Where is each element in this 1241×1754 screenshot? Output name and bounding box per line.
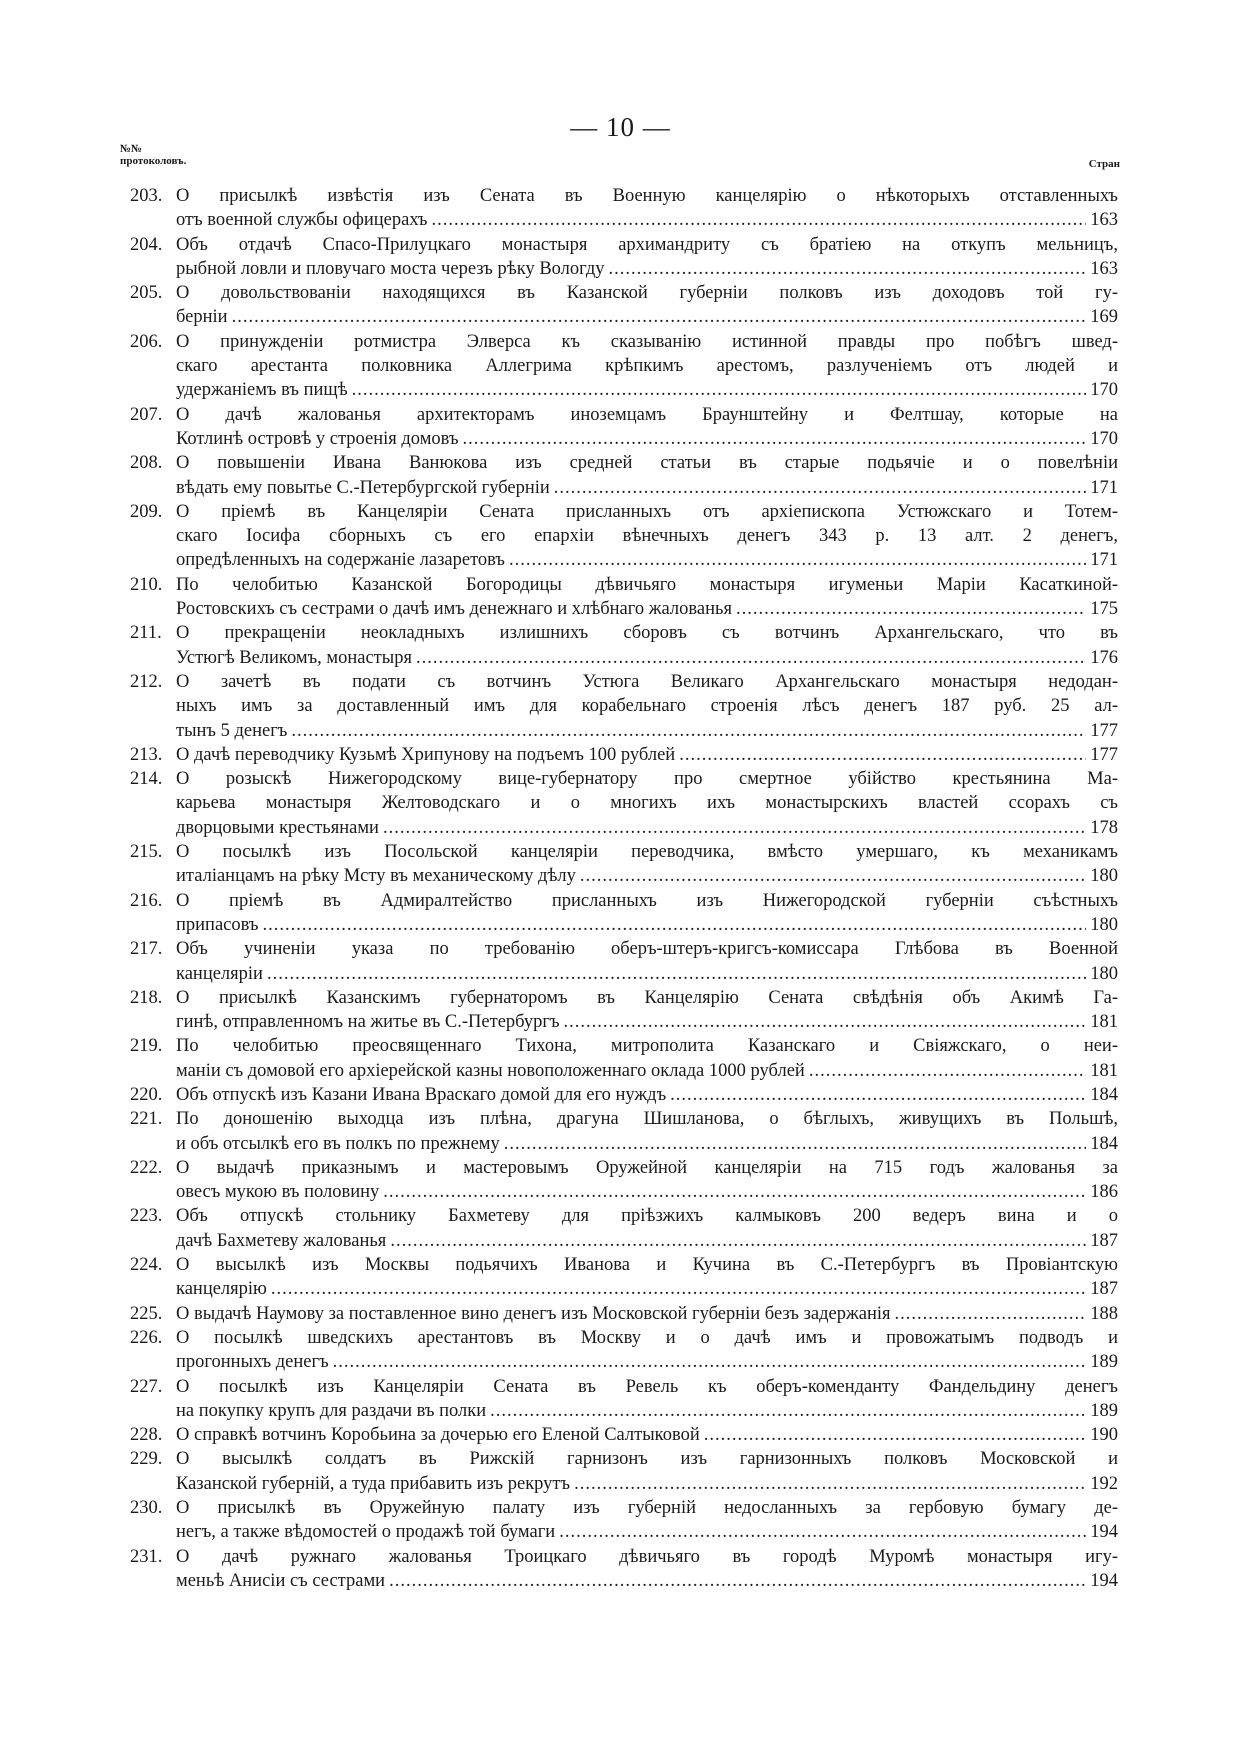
page-reference: 178 xyxy=(1090,817,1118,838)
dot-leader xyxy=(504,1132,1087,1156)
dot-leader xyxy=(809,1059,1086,1083)
dot-leader xyxy=(352,378,1087,402)
page-reference: 181 xyxy=(1090,1060,1118,1081)
protocol-number: 228. xyxy=(130,1425,163,1446)
toc-entry xyxy=(130,1447,1118,1496)
page-reference: 181 xyxy=(1090,1012,1118,1033)
dot-leader xyxy=(416,646,1086,670)
toc-entry xyxy=(130,767,1118,840)
entry-text-line: скаго арестанта полковника Аллегрима крѣпкимъ арестомъ, разлученіемъ отъ людей и xyxy=(176,356,1118,377)
toc-entry xyxy=(130,621,1118,670)
entry-text-line: О выдачѣ Наумову за поставленное вино денегъ изъ Московской губерніи безъ задержанія xyxy=(176,1303,891,1324)
entry-text-line: тынъ 5 денегъ xyxy=(176,720,288,741)
entry-text-line: карьева монастыря Желтоводскаго и о многихъ ихъ монастырскихъ властей ссорахъ съ xyxy=(176,793,1118,814)
dot-leader xyxy=(463,427,1087,451)
page-reference: 177 xyxy=(1090,744,1118,765)
protocol-number: 212. xyxy=(130,671,163,692)
entry-text-line: Объ отпускѣ стольнику Бахметеву для пріѣзжихъ калмыковъ 200 ведеръ вина и о xyxy=(176,1206,1118,1227)
page-reference: 163 xyxy=(1090,210,1118,231)
toc-entry xyxy=(130,1083,1118,1107)
entry-text-line: ныхъ имъ за доставленный имъ для корабельнаго строенія лѣсъ денегъ 187 руб. 25 ал- xyxy=(176,696,1118,717)
dot-leader xyxy=(490,1399,1086,1423)
page-reference: 177 xyxy=(1090,720,1118,741)
protocol-number: 227. xyxy=(130,1376,163,1397)
dot-leader xyxy=(267,962,1086,986)
protocol-number: 213. xyxy=(130,744,163,765)
page-reference: 192 xyxy=(1090,1473,1118,1494)
entry-last-line xyxy=(176,864,1118,888)
page-reference: 176 xyxy=(1090,647,1118,668)
protocol-number: 207. xyxy=(130,404,163,425)
toc-entry xyxy=(130,1156,1118,1205)
toc-entry xyxy=(130,1545,1118,1594)
entry-text-line: О присылкѣ Казанскимъ губернаторомъ въ Канцелярію Сената свѣдѣнія объ Акимѣ Га- xyxy=(176,987,1118,1008)
protocol-number: 205. xyxy=(130,283,163,304)
protocol-number: 230. xyxy=(130,1498,163,1519)
entry-text-line: прогонныхъ денегъ xyxy=(176,1352,329,1373)
table-of-contents xyxy=(130,184,1118,1593)
entry-text-line: О дачѣ переводчику Кузьмѣ Хрипунову на подъемъ 100 рублей xyxy=(176,744,676,765)
dot-leader xyxy=(559,1520,1086,1544)
dot-leader xyxy=(574,1472,1086,1496)
toc-entry xyxy=(130,1496,1118,1545)
entry-text-line: канцеляріи xyxy=(176,963,263,984)
toc-entry xyxy=(130,840,1118,889)
page-reference: 186 xyxy=(1090,1182,1118,1203)
entry-text-line: отъ военной службы офицерахъ xyxy=(176,210,428,231)
protocol-number: 229. xyxy=(130,1449,163,1470)
protocol-number: 224. xyxy=(130,1255,163,1276)
entry-text-line: О довольствованіи находящихся въ Казанской губерніи полковъ изъ доходовъ той гу- xyxy=(176,283,1118,304)
entry-last-line xyxy=(176,548,1118,572)
protocol-number: 225. xyxy=(130,1303,163,1324)
entry-last-line xyxy=(176,1010,1118,1034)
page-reference: 171 xyxy=(1090,550,1118,571)
toc-entry xyxy=(130,1204,1118,1253)
entry-last-line xyxy=(176,427,1118,451)
entry-last-line xyxy=(176,1132,1118,1156)
protocol-number: 211. xyxy=(130,623,162,644)
page-reference: 188 xyxy=(1090,1303,1118,1324)
page-reference: 187 xyxy=(1090,1279,1118,1300)
dot-leader xyxy=(291,719,1086,743)
toc-entry xyxy=(130,1302,1118,1326)
page-reference: 175 xyxy=(1090,599,1118,620)
entry-text-line: дворцовыми крестьянами xyxy=(176,817,379,838)
toc-entry xyxy=(130,986,1118,1035)
entry-text-line: О присылкѣ въ Оружейную палату изъ губерній недосланныхъ за гербовую бумагу де- xyxy=(176,1498,1118,1519)
dot-leader xyxy=(390,1229,1086,1253)
protocol-number: 223. xyxy=(130,1206,163,1227)
entry-text-line: припасовъ xyxy=(176,914,259,935)
entry-text-line: О зачетѣ въ подати съ вотчинъ Устюга Великаго Архангельскаго монастыря недодан- xyxy=(176,671,1118,692)
page-reference: 170 xyxy=(1090,428,1118,449)
dot-leader xyxy=(679,743,1086,767)
entry-text-line: О повышеніи Ивана Ванюкова изъ средней статьи въ старые подьячіе и о повелѣніи xyxy=(176,453,1118,474)
entry-text-line: О выдачѣ приказнымъ и мастеровымъ Оружейной канцеляріи на 715 годъ жалованья за xyxy=(176,1157,1118,1178)
entry-text-line: О розыскѣ Нижегородскому вице-губернатору про смертное убійство крестьянина Ма- xyxy=(176,769,1118,790)
entry-last-line xyxy=(176,1569,1118,1593)
entry-last-line xyxy=(176,1180,1118,1204)
entry-last-line xyxy=(176,208,1118,232)
entry-text-line: вѣдать ему повытье С.-Петербургской губерніи xyxy=(176,477,550,498)
dot-leader xyxy=(704,1423,1087,1447)
entry-text-line: По челобитью преосвященнаго Тихона, митрополита Казанскаго и Свіяжскаго, о неи- xyxy=(176,1036,1118,1057)
page-reference: 184 xyxy=(1090,1133,1118,1154)
toc-entry xyxy=(130,670,1118,743)
entry-last-line xyxy=(176,1277,1118,1301)
protocol-number: 203. xyxy=(130,186,163,206)
protocol-number: 206. xyxy=(130,331,163,352)
entry-text-line: О принужденіи ротмистра Элверса къ сказыванію истинной правды про побѣгъ швед- xyxy=(176,331,1118,352)
dot-leader xyxy=(389,1569,1086,1593)
toc-entry xyxy=(130,1423,1118,1447)
toc-entry xyxy=(130,184,1118,233)
entry-text-line: маніи съ домовой его архіерейской казны новоположеннаго оклада 1000 рублей xyxy=(176,1060,805,1081)
entry-last-line xyxy=(176,1302,1118,1326)
entry-text-line: Котлинѣ островѣ у строенія домовъ xyxy=(176,428,459,449)
toc-entry xyxy=(130,233,1118,282)
entry-last-line xyxy=(176,1350,1118,1374)
protocol-number: 216. xyxy=(130,890,163,911)
page-reference: 171 xyxy=(1090,477,1118,498)
protocol-number-column-header: №№ протоколовъ. xyxy=(120,143,187,167)
toc-entry xyxy=(130,743,1118,767)
dot-leader xyxy=(609,257,1087,281)
entry-last-line xyxy=(176,1520,1118,1544)
protocol-number: 218. xyxy=(130,987,163,1008)
entry-text-line: скаго Іосифа сборныхъ съ его епархіи вѣнечныхъ денегъ 343 р. 13 алт. 2 денегъ, xyxy=(176,526,1118,547)
page-reference: 194 xyxy=(1090,1522,1118,1543)
toc-entry xyxy=(130,451,1118,500)
entry-text-line: на покупку крупъ для раздачи въ полки xyxy=(176,1400,487,1421)
dot-leader xyxy=(383,816,1086,840)
dot-leader xyxy=(895,1302,1087,1326)
dot-leader xyxy=(431,208,1086,232)
entry-text-line: берніи xyxy=(176,307,228,328)
protocol-number: 221. xyxy=(130,1109,163,1130)
entry-text-line: овесъ мукою въ половину xyxy=(176,1182,380,1203)
entry-text-line: Объ учиненіи указа по требованію оберъ-штеръ-кригсъ-комиссара Глѣбова въ Военной xyxy=(176,939,1118,960)
entry-text-line: италіанцамъ на рѣку Мсту въ механическому дѣлу xyxy=(176,866,576,887)
entry-last-line xyxy=(176,378,1118,402)
page-reference: 180 xyxy=(1090,914,1118,935)
entry-last-line xyxy=(176,962,1118,986)
protocol-number: 222. xyxy=(130,1157,163,1178)
page-reference: 180 xyxy=(1090,963,1118,984)
entry-last-line xyxy=(176,1472,1118,1496)
protocol-number: 217. xyxy=(130,939,163,960)
entry-last-line xyxy=(176,597,1118,621)
page-reference: 163 xyxy=(1090,258,1118,279)
entry-text-line: и объ отсылкѣ его въ полкъ по прежнему xyxy=(176,1133,500,1154)
entry-text-line: рыбной ловли и пловучаго моста черезъ рѣку Вологду xyxy=(176,258,605,279)
protocol-number: 209. xyxy=(130,501,163,522)
protocol-number: 214. xyxy=(130,769,163,790)
toc-entry xyxy=(130,403,1118,452)
entry-last-line xyxy=(176,305,1118,329)
toc-entry xyxy=(130,1253,1118,1302)
entry-last-line xyxy=(176,646,1118,670)
entry-text-line: О присылкѣ извѣстія изъ Сената въ Военную канцелярію о нѣкоторыхъ отставленныхъ xyxy=(176,186,1118,206)
entry-text-line: Устюгѣ Великомъ, монастыря xyxy=(176,647,412,668)
protocol-number: 208. xyxy=(130,453,163,474)
entry-text-line: О посылкѣ изъ Канцеляріи Сената въ Ревель къ оберъ-коменданту Фандельдину денегъ xyxy=(176,1376,1118,1397)
entry-text-line: меньѣ Анисіи съ сестрами xyxy=(176,1570,386,1591)
entry-text-line: О высылкѣ солдатъ въ Рижскій гарнизонъ изъ гарнизонныхъ полковъ Московской и xyxy=(176,1449,1118,1470)
entry-last-line xyxy=(176,1399,1118,1423)
dot-leader xyxy=(271,1277,1086,1301)
toc-entry xyxy=(130,937,1118,986)
protocol-number: 231. xyxy=(130,1546,163,1567)
toc-entry xyxy=(130,330,1118,403)
entry-last-line xyxy=(176,476,1118,500)
entry-text-line: О прекращеніи неокладныхъ излишнихъ сборовъ съ вотчинъ Архангельскаго, что въ xyxy=(176,623,1118,644)
entry-text-line: О высылкѣ изъ Москвы подьячихъ Иванова и Кучина въ С.-Петербургъ въ Провіантскую xyxy=(176,1255,1118,1276)
entry-text-line: По челобитью Казанской Богородицы дѣвичьяго монастыря игуменьи Маріи Касаткиной- xyxy=(176,574,1118,595)
entry-text-line: По доношенію выходца изъ плѣна, драгуна Шишланова, о бѣглыхъ, живущихъ въ Польшѣ, xyxy=(176,1109,1118,1130)
entry-text-line: удержаніемъ въ пищѣ xyxy=(176,380,348,401)
protocol-number: 210. xyxy=(130,574,163,595)
entry-last-line xyxy=(176,913,1118,937)
protocol-number: 226. xyxy=(130,1327,163,1348)
entry-text-line: канцелярію xyxy=(176,1279,267,1300)
dot-leader xyxy=(509,548,1086,572)
page-reference: 180 xyxy=(1090,866,1118,887)
page-reference: 194 xyxy=(1090,1570,1118,1591)
page-reference: 170 xyxy=(1090,380,1118,401)
page-reference: 189 xyxy=(1090,1352,1118,1373)
entry-last-line xyxy=(176,257,1118,281)
dot-leader xyxy=(383,1180,1086,1204)
protocol-number: 220. xyxy=(130,1084,163,1105)
page-number: — 10 — xyxy=(570,112,671,142)
dot-leader xyxy=(564,1010,1087,1034)
dot-leader xyxy=(580,864,1086,888)
entry-text-line: О посылкѣ шведскихъ арестантовъ въ Москву и о дачѣ имъ и провожатымъ подводъ и xyxy=(176,1327,1118,1348)
toc-entry xyxy=(130,281,1118,330)
dot-leader xyxy=(736,597,1086,621)
dot-leader xyxy=(262,913,1086,937)
toc-entry xyxy=(130,573,1118,622)
entry-text-line: Объ отпускѣ изъ Казани Ивана Враскаго домой для его нуждъ xyxy=(176,1084,667,1105)
entry-last-line xyxy=(176,1059,1118,1083)
dot-leader xyxy=(670,1083,1086,1107)
entry-text-line: О пріемѣ въ Адмиралтейство присланныхъ изъ Нижегородской губерніи съѣстныхъ xyxy=(176,890,1118,911)
entry-last-line xyxy=(176,816,1118,840)
page-reference: 190 xyxy=(1090,1425,1118,1446)
toc-entry xyxy=(130,1326,1118,1375)
entry-text-line: негъ, а также вѣдомостей о продажѣ той бумаги xyxy=(176,1522,556,1543)
page-reference: 189 xyxy=(1090,1400,1118,1421)
dot-leader xyxy=(333,1350,1087,1374)
entry-text-line: О пріемѣ въ Канцеляріи Сената присланныхъ отъ архіепископа Устюжскаго и Тотем- xyxy=(176,501,1118,522)
toc-entry xyxy=(130,889,1118,938)
dot-leader xyxy=(232,305,1087,329)
entry-text-line: дачѣ Бахметеву жалованья xyxy=(176,1230,387,1251)
entry-last-line xyxy=(176,1229,1118,1253)
entry-last-line xyxy=(176,1083,1118,1107)
protocol-number: 215. xyxy=(130,842,163,863)
entry-text-line: Казанской губерній, а туда прибавить изъ рекрутъ xyxy=(176,1473,571,1494)
page-reference: 184 xyxy=(1090,1084,1118,1105)
entry-text-line: гинѣ, отправленномъ на житье въ С.-Петербургъ xyxy=(176,1012,560,1033)
entry-text-line: Ростовскихъ съ сестрами о дачѣ имъ денежнаго и хлѣбнаго жалованья xyxy=(176,599,732,620)
protocol-number: 204. xyxy=(130,234,163,255)
toc-entry xyxy=(130,1375,1118,1424)
page-reference: 169 xyxy=(1090,307,1118,328)
entry-text-line: Объ отдачѣ Спасо-Прилуцкаго монастыря архимандриту съ братіею на откупъ мельницъ, xyxy=(176,234,1118,255)
entry-text-line: опредѣленныхъ на содержаніе лазаретовъ xyxy=(176,550,505,571)
dot-leader xyxy=(554,476,1086,500)
toc-entry xyxy=(130,1034,1118,1083)
entry-text-line: О посылкѣ изъ Посольской канцеляріи переводчика, вмѣсто умершаго, къ механикамъ xyxy=(176,842,1118,863)
entry-text-line: О справкѣ вотчинъ Коробьина за дочерью его Еленой Салтыковой xyxy=(176,1425,700,1446)
entry-text-line: О дачѣ жалованья архитекторамъ иноземцамъ Браунштейну и Фелтшау, которые на xyxy=(176,404,1118,425)
protocol-number: 219. xyxy=(130,1036,163,1057)
entry-last-line xyxy=(176,719,1118,743)
toc-entry xyxy=(130,500,1118,573)
toc-entry xyxy=(130,1107,1118,1156)
entry-text-line: О дачѣ ружнаго жалованья Троицкаго дѣвичьяго въ городѣ Муромѣ монастыря игу- xyxy=(176,1546,1118,1567)
page-column-header: Стран xyxy=(1088,158,1120,170)
page-reference: 187 xyxy=(1090,1230,1118,1251)
entry-last-line xyxy=(176,743,1118,767)
entry-last-line xyxy=(176,1423,1118,1447)
